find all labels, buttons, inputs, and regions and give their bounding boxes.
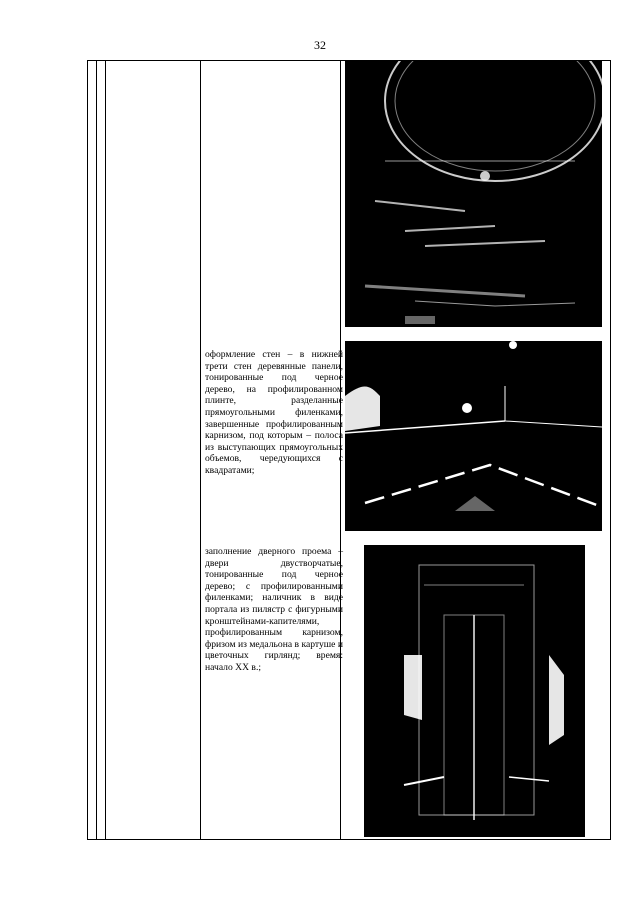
column-divider bbox=[200, 61, 201, 839]
column-divider bbox=[105, 61, 106, 839]
wall-description: оформление стен – в нижней трети стен деревянные панели, тонированные под черное дерево, на профилированном плинте, разделанные прямоугольными филенками, завершенные профилированным карнизом, под которым – полоса из выступающих прямоугольных объемов, чередующихся с квадратами; bbox=[205, 349, 343, 476]
page-number: 32 bbox=[314, 38, 326, 52]
ceiling-photo bbox=[345, 61, 602, 327]
data-table bbox=[87, 60, 611, 840]
doorway-photo bbox=[364, 545, 585, 837]
column-divider bbox=[96, 61, 97, 839]
door-description: заполнение дверного проема – двери двустворчатые, тонированные под черное дерево; с профилированными филенками; наличник в виде портала из пилястр с фигурными кронштейнами-капителями, профилированным карнизом, фризом из медальона в картуше и цветочных гирлянд; время: начало XX в.; bbox=[205, 546, 343, 673]
wall-paneling-photo bbox=[345, 341, 602, 531]
